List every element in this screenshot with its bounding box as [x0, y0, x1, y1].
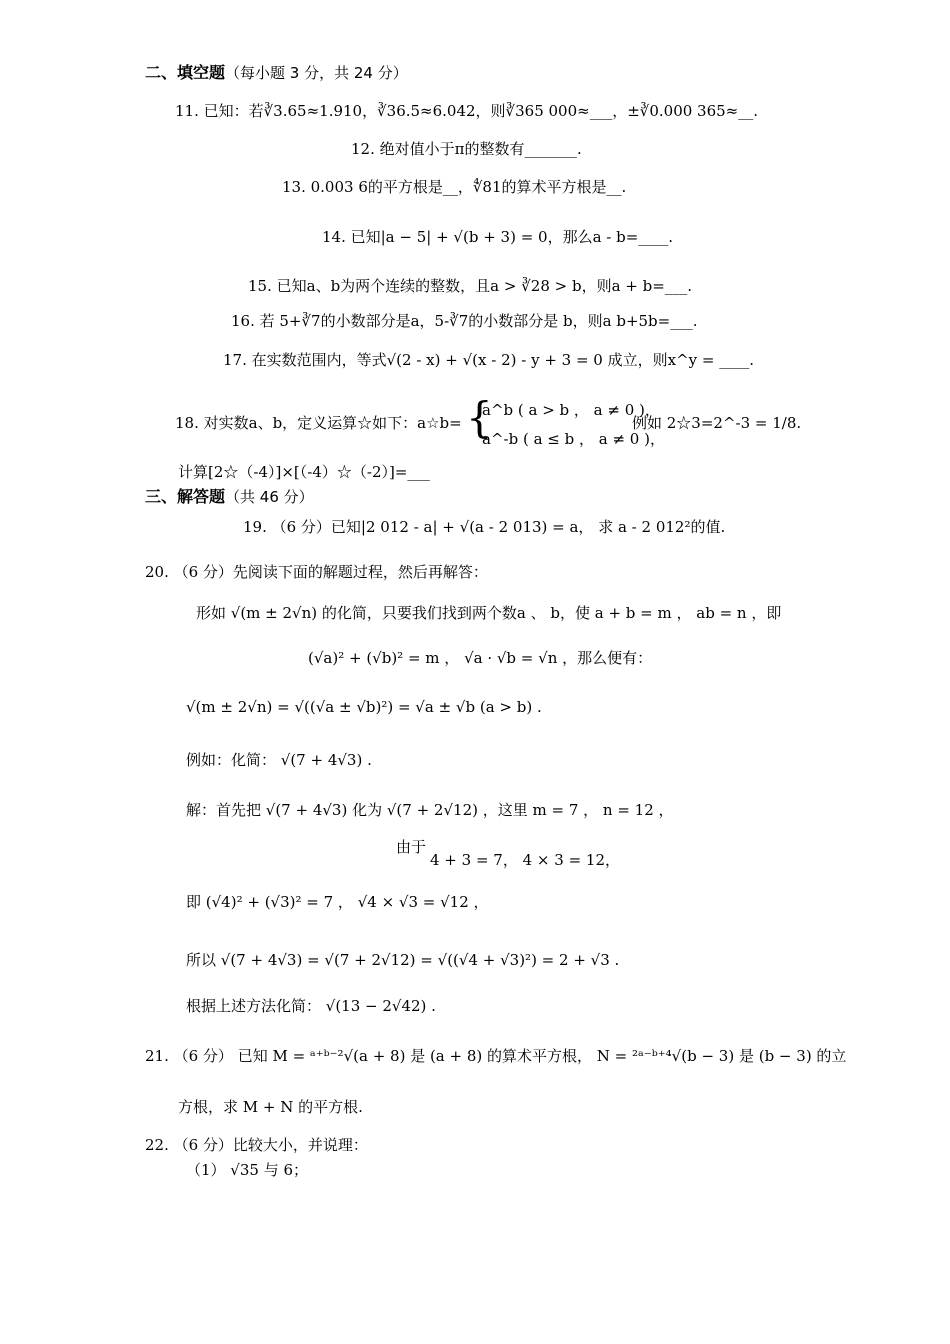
section-2-title: 二、填空题	[145, 63, 226, 82]
question-16: 16. 若 5+∛7的小数部分是a，5-∛7的小数部分是 b，则a b+5b=___.	[231, 312, 698, 330]
question-20-line-1: 形如 √(m ± 2√n) 的化简，只要我们找到两个数a 、 b，使 a + b = m ， ab = n ，即	[196, 604, 782, 622]
question-20-line-2: (√a)² + (√b)² = m ， √a · √b = √n ，那么便有：	[308, 649, 653, 667]
piecewise-brace: {	[466, 393, 493, 442]
question-18-case-1: a^b ( a > b ， a ≠ 0 )，	[482, 401, 660, 419]
question-20-line-4: 例如：化简： √(7 + 4√3) .	[186, 751, 372, 769]
question-20-line-6b: 4 + 3 = 7， 4 × 3 = 12，	[430, 851, 620, 869]
question-15: 15. 已知a、b为两个连续的整数，且a > ∛28 > b，则a + b=___.	[248, 277, 693, 295]
question-18-example: 例如 2☆3=2^-3 = 1/8.	[632, 414, 802, 432]
question-20-line-6a: 由于	[396, 838, 427, 856]
question-14: 14. 已知|a − 5| + √(b + 3) = 0，那么a - b=____.	[322, 228, 674, 246]
question-20-line-9: 根据上述方法化简： √(13 − 2√42) .	[186, 997, 436, 1015]
question-18-lead: 18. 对实数a、b，定义运算☆如下：a☆b=	[175, 414, 462, 432]
question-13: 13. 0.003 6的平方根是__，∜81的算术平方根是__.	[282, 178, 627, 196]
section-3-title: 三、解答题	[145, 487, 226, 506]
question-21-line-2: 方根，求 M + N 的平方根.	[178, 1098, 363, 1116]
question-20-line-7: 即 (√4)² + (√3)² = 7 ， √4 × √3 = √12 ，	[186, 893, 489, 911]
section-3-note: （共 46 分）	[225, 488, 314, 506]
question-20-lead: 20. （6 分）先阅读下面的解题过程，然后再解答：	[145, 563, 488, 581]
question-21-line-1: 21. （6 分） 已知 M = ᵃ⁺ᵇ⁻²√(a + 8) 是 (a + 8) 的算术平方根， N = ²ᵃ⁻ᵇ⁺⁴√(b − 3) 是 (b − 3) 的立	[145, 1047, 847, 1065]
question-20-line-5: 解：首先把 √(7 + 4√3) 化为 √(7 + 2√12) ，这里 m = 7 ， n = 12 ，	[186, 801, 674, 819]
question-19: 19. （6 分）已知|2 012 - a| + √(a - 2 013) = a， 求 a - 2 012²的值.	[243, 518, 726, 536]
section-2-note: （每小题 3 分，共 24 分）	[225, 64, 408, 82]
question-12: 12. 绝对值小于π的整数有_______.	[351, 140, 582, 158]
question-18-case-2: a^-b ( a ≤ b ， a ≠ 0 )，	[482, 430, 665, 448]
question-18-compute: 计算[2☆（-4）]×[（-4）☆（-2）]=___	[178, 463, 430, 481]
question-20-line-8: 所以 √(7 + 4√3) = √(7 + 2√12) = √((√4 + √3)²) = 2 + √3 .	[186, 951, 620, 969]
question-22-part-1: （1） √35 与 6；	[186, 1161, 309, 1179]
section-3-heading	[145, 487, 314, 507]
question-17: 17. 在实数范围内，等式√(2 - x) + √(x - 2) - y + 3 = 0 成立，则x^y = ____.	[223, 351, 754, 369]
section-2-heading	[145, 63, 408, 83]
question-11: 11. 已知：若∛3.65≈1.910，∛36.5≈6.042，则∛365 000≈___，±∛0.000 365≈__.	[175, 102, 759, 120]
question-20-line-3: √(m ± 2√n) = √((√a ± √b)²) = √a ± √b (a > b) .	[186, 698, 542, 716]
question-22-lead: 22. （6 分）比较大小，并说理：	[145, 1136, 368, 1154]
